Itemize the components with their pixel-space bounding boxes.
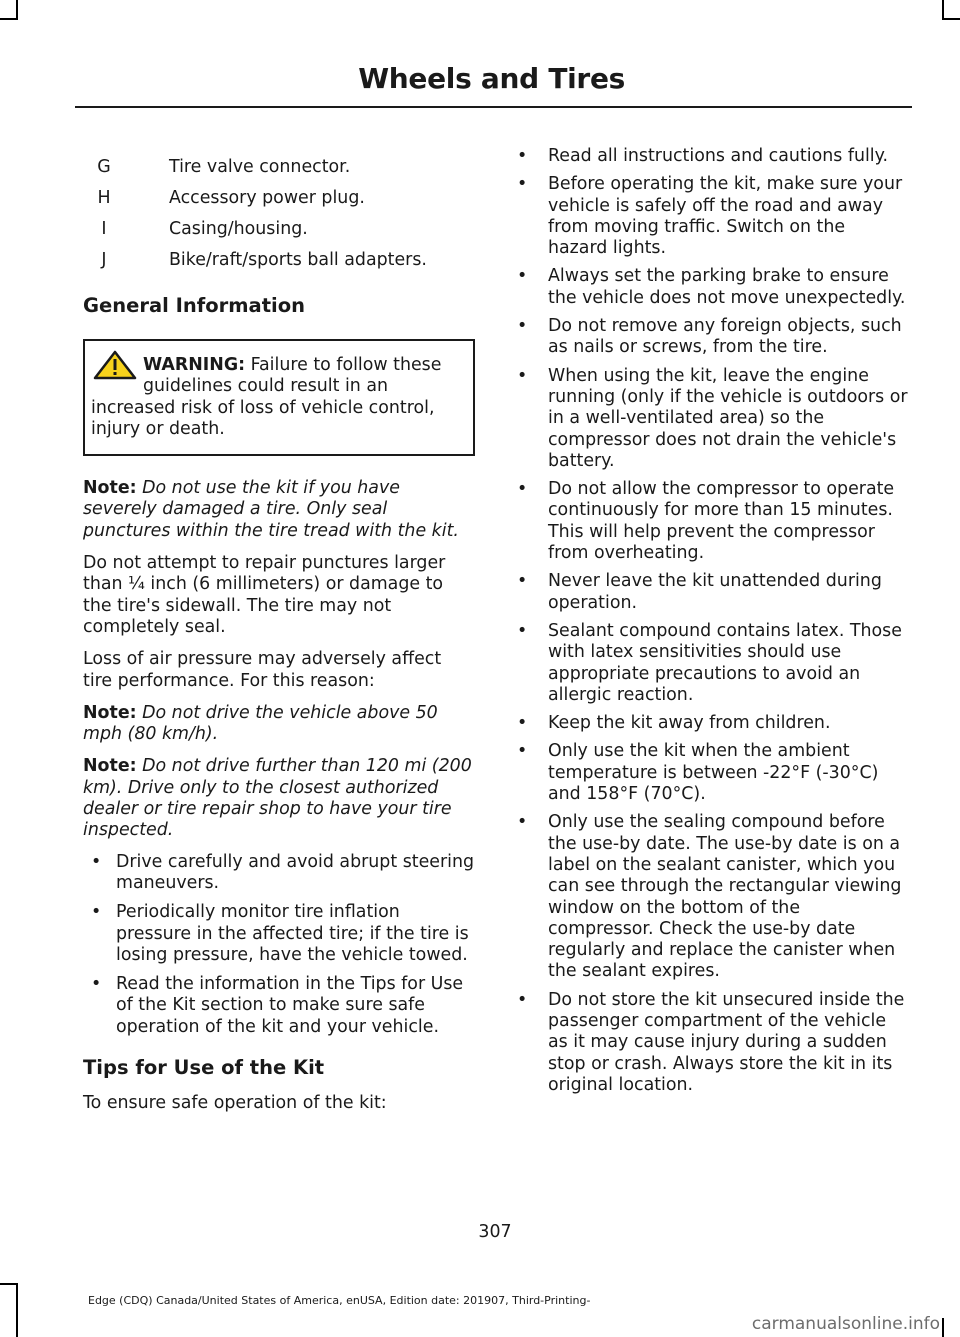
general-information-heading: General Information xyxy=(83,294,305,317)
legend-item xyxy=(83,152,475,183)
note-text: Do not drive further than 120 mi (200 km). Drive only to the closest authorized dealer or tire repair shop to have your tire inspected. xyxy=(83,756,472,841)
legend-text: Casing/housing. xyxy=(169,219,308,239)
right-column xyxy=(509,146,909,1096)
crop-mark-bottom-left-h xyxy=(0,1283,18,1285)
body-paragraph: Do not attempt to repair punctures larger than ¼ inch (6 millimeters) or damage to the tire's sidewall. The tire may not completely seal. xyxy=(83,553,446,637)
tips-intro: To ensure safe operation of the kit: xyxy=(83,1093,387,1114)
crop-mark-top-right-h xyxy=(942,18,960,20)
list-item: • Only use the kit when the ambient temperature is between -22°F (-30°C) and 158°F (70°C). xyxy=(509,741,909,805)
legend-text: Accessory power plug. xyxy=(169,188,365,208)
left-column xyxy=(83,152,475,1114)
list-item: • Do not store the kit unsecured inside the passenger compartment of the vehicle as it may cause injury during a sudden stop or crash. Always store the kit in its original location. xyxy=(509,990,909,1096)
legend-text: Bike/raft/sports ball adapters. xyxy=(169,250,427,270)
legend-item xyxy=(83,183,475,214)
note-label: Note: xyxy=(83,702,137,723)
list-item: • Do not allow the compressor to operate continuously for more than 15 minutes. This will help prevent the compressor from overheating. xyxy=(509,479,909,564)
crop-mark-top-right xyxy=(942,0,944,20)
note-paragraph xyxy=(83,756,475,841)
list-item: • Before operating the kit, make sure your vehicle is safely off the road and away from moving traffic. Switch on the hazard lights. xyxy=(509,174,909,259)
header-divider xyxy=(75,106,912,108)
warning-triangle-icon xyxy=(93,350,137,380)
list-item: • Read the information in the Tips for Use of the Kit section to make sure safe operation of the kit and your vehicle. xyxy=(83,974,475,1038)
legend-letter: I xyxy=(101,219,107,239)
watermark: carmanualsonline.info xyxy=(751,1314,940,1334)
warning-text: Failure to follow these guidelines could result in an increased risk of loss of vehicle control, injury or death. xyxy=(91,355,442,439)
warning-box xyxy=(83,339,475,456)
crop-mark-bottom-left xyxy=(16,1283,18,1337)
note-paragraph xyxy=(83,703,475,746)
note-label: Note: xyxy=(83,478,137,499)
note-label: Note: xyxy=(83,756,137,777)
list-item: • Do not remove any foreign objects, such as nails or screws, from the tire. xyxy=(509,316,909,359)
tips-heading: Tips for Use of the Kit xyxy=(83,1056,325,1080)
page-number: 307 xyxy=(478,1222,512,1242)
legend-item xyxy=(83,245,475,276)
legend-text: Tire valve connector. xyxy=(169,157,351,177)
list-item: • Always set the parking brake to ensure the vehicle does not move unexpectedly. xyxy=(509,266,909,309)
legend-item xyxy=(83,214,475,245)
crop-mark-bottom-right xyxy=(942,1318,944,1337)
page-title: Wheels and Tires xyxy=(358,62,625,95)
list-item: • Only use the sealing compound before the use-by date. The use-by date is on a label on the sealant canister, which you can see through the rectangular viewing window on the bottom of the compressor. Check the use-by date regularly and replace the canister when the sealant expires. xyxy=(509,812,909,982)
legend-letter: H xyxy=(97,188,111,208)
note-paragraph xyxy=(83,478,475,542)
list-item: • Periodically monitor tire inflation pressure in the affected tire; if the tire is losing pressure, have the vehicle towed. xyxy=(83,902,475,966)
crop-mark-top-left xyxy=(16,0,18,20)
warning-label: WARNING: xyxy=(143,355,246,375)
crop-mark-top-left-h xyxy=(0,18,18,20)
body-paragraph: Loss of air pressure may adversely affect tire performance. For this reason: xyxy=(83,649,442,691)
footer-edition-info: Edge (CDQ) Canada/United States of America, enUSA, Edition date: 201907, Third-Printing- xyxy=(88,1294,591,1307)
note-text: Do not use the kit if you have severely damaged a tire. Only seal punctures within the tire tread with the kit. xyxy=(83,478,459,541)
list-item: • Never leave the kit unattended during operation. xyxy=(509,571,909,614)
list-item: • Drive carefully and avoid abrupt steering maneuvers. xyxy=(83,852,475,895)
list-item: • Keep the kit away from children. xyxy=(509,713,909,734)
legend-letter: J xyxy=(101,250,107,270)
list-item: • When using the kit, leave the engine running (only if the vehicle is outdoors or in a well-ventilated area) so the compressor does not drain the vehicle's battery. xyxy=(509,366,909,472)
list-item: • Read all instructions and cautions fully. xyxy=(509,146,909,167)
legend-list xyxy=(83,152,475,276)
legend-letter: G xyxy=(97,157,111,177)
note-text: Do not drive the vehicle above 50 mph (80 km/h). xyxy=(83,702,438,745)
list-item: • Sealant compound contains latex. Those with latex sensitivities should use appropriate precautions to avoid an allergic reaction. xyxy=(509,621,909,706)
